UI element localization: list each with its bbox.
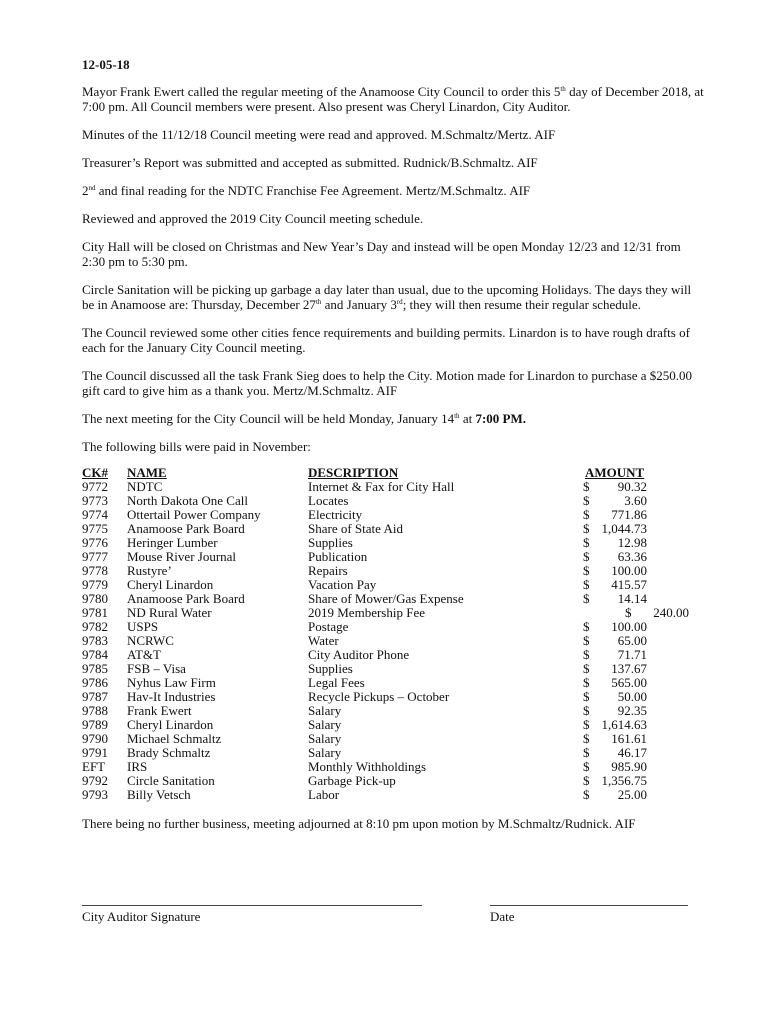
check-number: 9779 [82,577,108,592]
schedule-paragraph: Reviewed and approved the 2019 City Council meeting schedule. [82,211,424,226]
bill-description: Supplies [308,535,353,550]
payee-name: NDTC [127,479,163,494]
bill-description: Salary [308,731,342,746]
payee-name: AT&T [127,647,161,662]
payee-name: Cheryl Linardon [127,577,214,592]
bill-amount-cell [583,578,689,592]
check-number: 9782 [82,619,108,634]
bill-amount: 985.90 [611,759,647,774]
currency-symbol: $ [583,759,590,774]
currency-symbol: $ [583,633,590,648]
check-number: 9780 [82,591,108,606]
bill-description: Salary [308,717,342,732]
bill-amount: 771.86 [611,507,647,522]
bills-table [82,466,689,802]
amount-wrap [583,620,647,634]
signature-block [82,905,688,935]
bill-amount-cell [583,620,689,634]
p7-a: Circle Sanitation will be picking up garbage a day later than usual, due to the upcoming Holidays. The days they will be in Anamoose are: Thursday, December 27 [82,282,692,312]
payee-name: Cheryl Linardon [127,717,214,732]
amount-wrap [583,648,647,662]
gift-card-paragraph: The Council discussed all the task Frank Sieg does to help the City. Motion made for Linardon to purchase a $250.00 gift card to give him as a thank you. Mertz/M.Schmaltz. AIF [82,368,693,398]
bill-description: Locates [308,493,349,508]
bill-amount-cell [583,690,689,704]
table-row [82,578,689,592]
header-amount [583,466,689,480]
bill-amount-cell [583,760,689,774]
check-number: 9781 [82,605,108,620]
p4-rest: and final reading for the NDTC Franchise Fee Agreement. Mertz/M.Schmaltz. AIF [95,183,531,198]
amount-wrap [583,788,647,802]
bill-description: Share of State Aid [308,521,403,536]
p1-sup: th [560,85,566,93]
bill-amount: 46.17 [617,745,647,760]
check-number: 9775 [82,521,108,536]
bill-amount-cell [583,676,689,690]
payee-name: North Dakota One Call [127,493,248,508]
p1-text: Mayor Frank Ewert called the regular meeting of the Anamoose City Council to order this 5 [82,84,561,99]
bill-description: Garbage Pick-up [308,773,396,788]
check-number: 9777 [82,549,108,564]
table-row [82,480,689,494]
bill-description: Recycle Pickups – October [308,689,450,704]
table-row [82,564,689,578]
check-number: 9783 [82,633,108,648]
bill-description: Monthly Withholdings [308,759,427,774]
table-row [82,732,689,746]
header-amount-label: AMOUNT [585,465,645,480]
currency-symbol: $ [625,605,632,620]
bill-description: Legal Fees [308,675,365,690]
payee-name: Hav-It Industries [127,689,216,704]
table-row [82,648,689,662]
bill-amount-cell [583,662,689,676]
amount-wrap [583,634,647,648]
bill-amount: 71.71 [617,647,647,662]
bill-amount-cell [583,718,689,732]
bill-amount-cell [583,634,689,648]
bill-amount-cell [583,508,689,522]
amount-wrap [583,536,647,550]
auditor-signature-label: City Auditor Signature [82,909,201,924]
table-row [82,522,689,536]
currency-symbol: $ [583,591,590,606]
amount-wrap [583,774,647,788]
payee-name: Frank Ewert [127,703,192,718]
treasurer-report-paragraph: Treasurer’s Report was submitted and accepted as submitted. Rudnick/B.Schmaltz. AIF [82,155,538,170]
table-row [82,704,689,718]
fence-permits-paragraph: The Council reviewed some other cities fence requirements and building permits. Linardon is to have rough drafts of each for the January City Council meeting. [82,325,690,355]
p1-rest: day of December 2018, at 7:00 pm. All Council members were present. Also present was Cheryl Linardon, City Auditor. [82,84,704,114]
check-number: 9776 [82,535,108,550]
bill-amount: 65.00 [617,633,647,648]
amount-wrap [583,760,647,774]
check-number: 9792 [82,773,108,788]
p7-b: and January 3 [321,297,397,312]
bill-description: Vacation Pay [308,577,377,592]
bill-amount: 14.14 [617,591,647,606]
bill-description: Labor [308,787,340,802]
currency-symbol: $ [583,577,590,592]
currency-symbol: $ [583,661,590,676]
table-row [82,550,689,564]
p7-sup1: th [315,298,322,306]
currency-symbol: $ [583,493,590,508]
payee-name: Nyhus Law Firm [127,675,216,690]
payee-name: Anamoose Park Board [127,591,245,606]
header-ck: CK# [82,465,108,480]
currency-symbol: $ [583,675,590,690]
check-number: 9787 [82,689,108,704]
table-row [82,788,689,802]
bill-description: City Auditor Phone [308,647,410,662]
payee-name: Billy Vetsch [127,787,191,802]
bill-amount: 1,614.63 [601,717,647,732]
bills-intro-paragraph: The following bills were paid in November: [82,439,311,454]
city-hall-hours-paragraph: City Hall will be closed on Christmas and New Year’s Day and instead will be open Monday 12/23 and 12/31 from 2:30 pm to 5:30 pm. [82,239,681,269]
table-row [82,690,689,704]
franchise-reading-paragraph [82,183,704,198]
payee-name: Heringer Lumber [127,535,218,550]
bill-amount: 1,356.75 [601,773,647,788]
currency-symbol: $ [583,647,590,662]
currency-symbol: $ [583,689,590,704]
table-row [82,676,689,690]
bill-description: Repairs [308,563,348,578]
amount-wrap [583,550,647,564]
p7-c: ; they will then resume their regular schedule. [402,297,641,312]
payee-name: Anamoose Park Board [127,521,245,536]
bill-amount-cell [583,606,689,620]
amount-wrap [625,606,689,620]
table-row [82,508,689,522]
bills-header-row [82,466,689,480]
amount-wrap [583,732,647,746]
bill-amount-cell [583,788,689,802]
bill-description: Supplies [308,661,353,676]
check-number: 9786 [82,675,108,690]
table-row [82,760,689,774]
bill-amount-cell [583,746,689,760]
bill-amount-cell [583,494,689,508]
check-number: 9788 [82,703,108,718]
currency-symbol: $ [583,507,590,522]
currency-symbol: $ [583,773,590,788]
bill-description: Internet & Fax for City Hall [308,479,455,494]
minutes-document [82,57,704,844]
p10-a: The next meeting for the City Council will be held Monday, January 14 [82,411,455,426]
amount-wrap [583,578,647,592]
bill-description: Postage [308,619,349,634]
bill-description: Share of Mower/Gas Expense [308,591,464,606]
bill-amount-cell [583,704,689,718]
bill-amount: 25.00 [617,787,647,802]
auditor-signature-line [82,905,422,906]
payee-name: Mouse River Journal [127,549,237,564]
amount-wrap [583,676,647,690]
bill-description: Salary [308,745,342,760]
table-row [82,662,689,676]
amount-wrap [583,480,647,494]
check-number: 9772 [82,479,108,494]
amount-wrap [583,564,647,578]
check-number: EFT [82,759,106,774]
bill-amount: 415.57 [611,577,647,592]
bill-amount: 63.36 [617,549,647,564]
bill-description: Water [308,633,339,648]
currency-symbol: $ [583,703,590,718]
currency-symbol: $ [583,619,590,634]
bill-amount: 12.98 [617,535,647,550]
currency-symbol: $ [583,521,590,536]
date-label: Date [490,909,515,924]
amount-wrap [583,704,647,718]
check-number: 9784 [82,647,108,662]
check-number: 9793 [82,787,108,802]
bill-amount-cell [583,592,689,606]
payee-name: Circle Sanitation [127,773,215,788]
amount-wrap [583,718,647,732]
bill-amount-cell [583,648,689,662]
bill-amount: 50.00 [617,689,647,704]
check-number: 9774 [82,507,108,522]
bill-description: Salary [308,703,342,718]
table-row [82,592,689,606]
check-number: 9785 [82,661,108,676]
bill-description: Publication [308,549,368,564]
bill-amount-cell [583,774,689,788]
payee-name: Brady Schmaltz [127,745,211,760]
bill-description: 2019 Membership Fee [308,605,425,620]
call-to-order-paragraph [82,84,704,114]
bill-amount: 161.61 [611,731,647,746]
meeting-date: 12-05-18 [82,57,130,72]
adjournment-paragraph: There being no further business, meeting adjourned at 8:10 pm upon motion by M.Schmaltz/Rudnick. AIF [82,816,636,831]
header-description: DESCRIPTION [308,465,399,480]
table-row [82,774,689,788]
currency-symbol: $ [583,535,590,550]
next-meeting-paragraph [82,411,704,426]
payee-name: ND Rural Water [127,605,212,620]
check-number: 9790 [82,731,108,746]
bills-body [82,480,689,802]
garbage-pickup-paragraph [82,282,704,312]
payee-name: USPS [127,619,159,634]
currency-symbol: $ [583,731,590,746]
amount-wrap [583,522,647,536]
bill-amount-cell [583,522,689,536]
bill-amount-cell [583,480,689,494]
currency-symbol: $ [583,745,590,760]
p4-pre: 2 [82,183,89,198]
bill-amount: 1,044.73 [601,521,647,536]
payee-name: Michael Schmaltz [127,731,222,746]
payee-name: Rustyre’ [127,563,172,578]
header-name: NAME [127,465,167,480]
table-row [82,606,689,620]
amount-wrap [583,494,647,508]
table-row [82,536,689,550]
bill-amount-cell [583,536,689,550]
currency-symbol: $ [583,549,590,564]
check-number: 9789 [82,717,108,732]
payee-name: IRS [127,759,148,774]
check-number: 9773 [82,493,108,508]
table-row [82,620,689,634]
check-number: 9791 [82,745,108,760]
bill-amount-cell [583,732,689,746]
amount-wrap [583,592,647,606]
next-meeting-time: 7:00 PM. [475,411,526,426]
amount-wrap [583,662,647,676]
p10-b: at [459,411,476,426]
bill-amount: 100.00 [611,619,647,634]
table-row [82,634,689,648]
bill-amount: 90.32 [617,479,647,494]
currency-symbol: $ [583,717,590,732]
bill-amount: 92.35 [617,703,647,718]
bill-description: Electricity [308,507,363,522]
bill-amount: 137.67 [611,661,647,676]
bill-amount: 565.00 [611,675,647,690]
p7-sup2: rd [396,298,403,306]
currency-symbol: $ [583,563,590,578]
payee-name: FSB – Visa [127,661,186,676]
currency-symbol: $ [583,787,590,802]
amount-wrap [583,746,647,760]
p10-sup: th [454,412,460,420]
payee-name: Ottertail Power Company [127,507,261,522]
minutes-approval-paragraph: Minutes of the 11/12/18 Council meeting were read and approved. M.Schmaltz/Mertz. AIF [82,127,556,142]
table-row [82,718,689,732]
p4-sup: nd [88,184,96,192]
bill-amount: 100.00 [611,563,647,578]
table-row [82,746,689,760]
bill-amount: 3.60 [624,493,647,508]
amount-wrap [583,508,647,522]
payee-name: NCRWC [127,633,174,648]
bill-amount-cell [583,550,689,564]
amount-wrap [583,690,647,704]
date-signature-line [490,905,688,906]
bill-amount: 240.00 [653,605,689,620]
check-number: 9778 [82,563,108,578]
currency-symbol: $ [583,479,590,494]
table-row [82,494,689,508]
bill-amount-cell [583,564,689,578]
